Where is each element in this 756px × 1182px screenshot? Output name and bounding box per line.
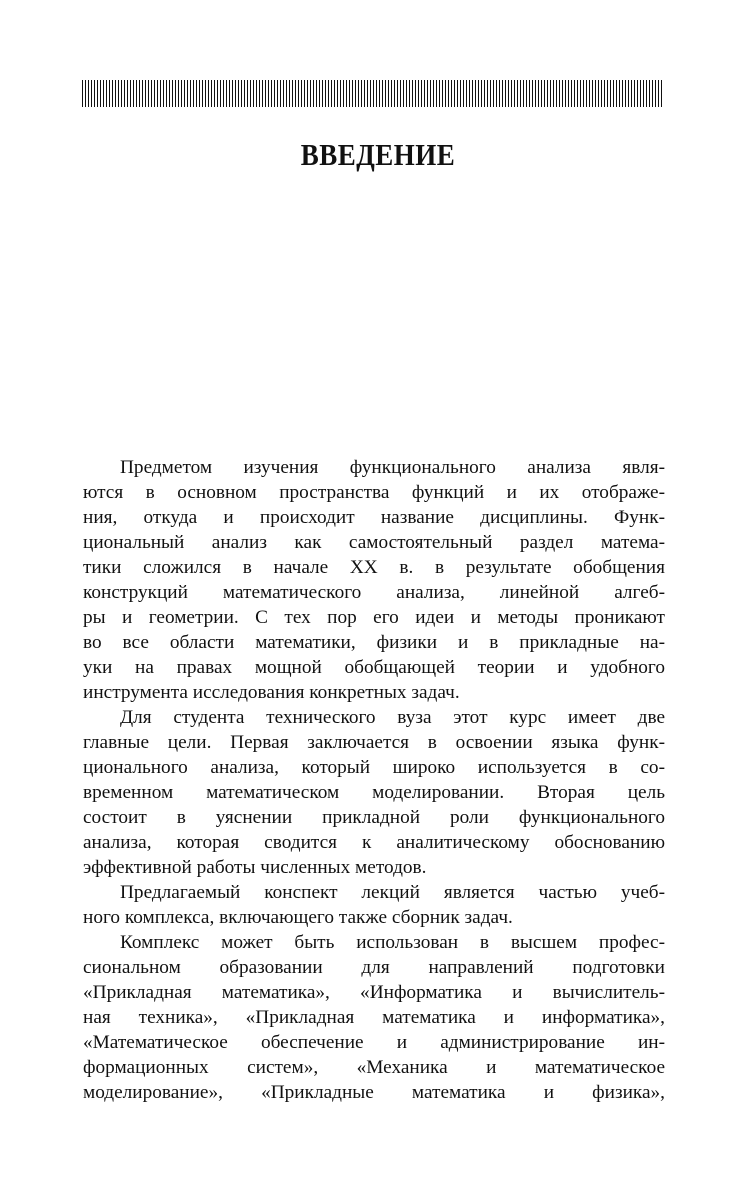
text-line: конструкций математического анализа, линейной алгеб- <box>83 582 665 603</box>
text-line: циональный анализ как самостоятельный раздел матема- <box>83 532 665 553</box>
text-line: состоит в уяснении прикладной роли функционального <box>83 807 665 828</box>
text-line: главные цели. Первая заключается в освоении языка функ- <box>83 732 665 753</box>
text-line: эффективной работы численных методов. <box>83 857 427 878</box>
text-line: анализа, которая сводится к аналитическому обоснованию <box>83 832 665 853</box>
text-line: уки на правах мощной обобщающей теории и удобного <box>83 657 665 678</box>
text-line: Предлагаемый конспект лекций является частью учеб- <box>120 882 665 903</box>
text-line: Для студента технического вуза этот курс имеет две <box>120 707 665 728</box>
text-line: Предметом изучения функционального анализа явля- <box>120 457 665 478</box>
text-line: ная техника», «Прикладная математика и информатика», <box>83 1007 665 1028</box>
text-line: сиональном образовании для направлений подготовки <box>83 957 665 978</box>
text-line: во все области математики, физики и в прикладные на- <box>83 632 665 653</box>
text-line: ционального анализа, который широко используется в со- <box>83 757 665 778</box>
text-line: Комплекс может быть использован в высшем профес- <box>120 932 665 953</box>
text-line: ры и геометрии. С тех пор его идеи и методы проникают <box>83 607 665 628</box>
text-line: ния, откуда и происходит название дисциплины. Функ- <box>83 507 665 528</box>
text-line: инструмента исследования конкретных задач. <box>83 682 460 703</box>
text-line: формационных систем», «Механика и математическое <box>83 1057 665 1078</box>
page-title: ВВЕДЕНИЕ <box>300 138 456 172</box>
decorative-top-rule <box>82 80 664 107</box>
text-line: «Прикладная математика», «Информатика и вычислитель- <box>83 982 665 1003</box>
text-line: тики сложился в начале XX в. в результате обобщения <box>83 557 665 578</box>
text-line: моделирование», «Прикладные математика и физика», <box>83 1082 665 1103</box>
text-line: ются в основном пространства функций и их отображе- <box>83 482 665 503</box>
text-line: ного комплекса, включающего также сборник задач. <box>83 907 513 928</box>
text-line: «Математическое обеспечение и администрирование ин- <box>83 1032 665 1053</box>
text-line: временном математическом моделировании. Вторая цель <box>83 782 665 803</box>
